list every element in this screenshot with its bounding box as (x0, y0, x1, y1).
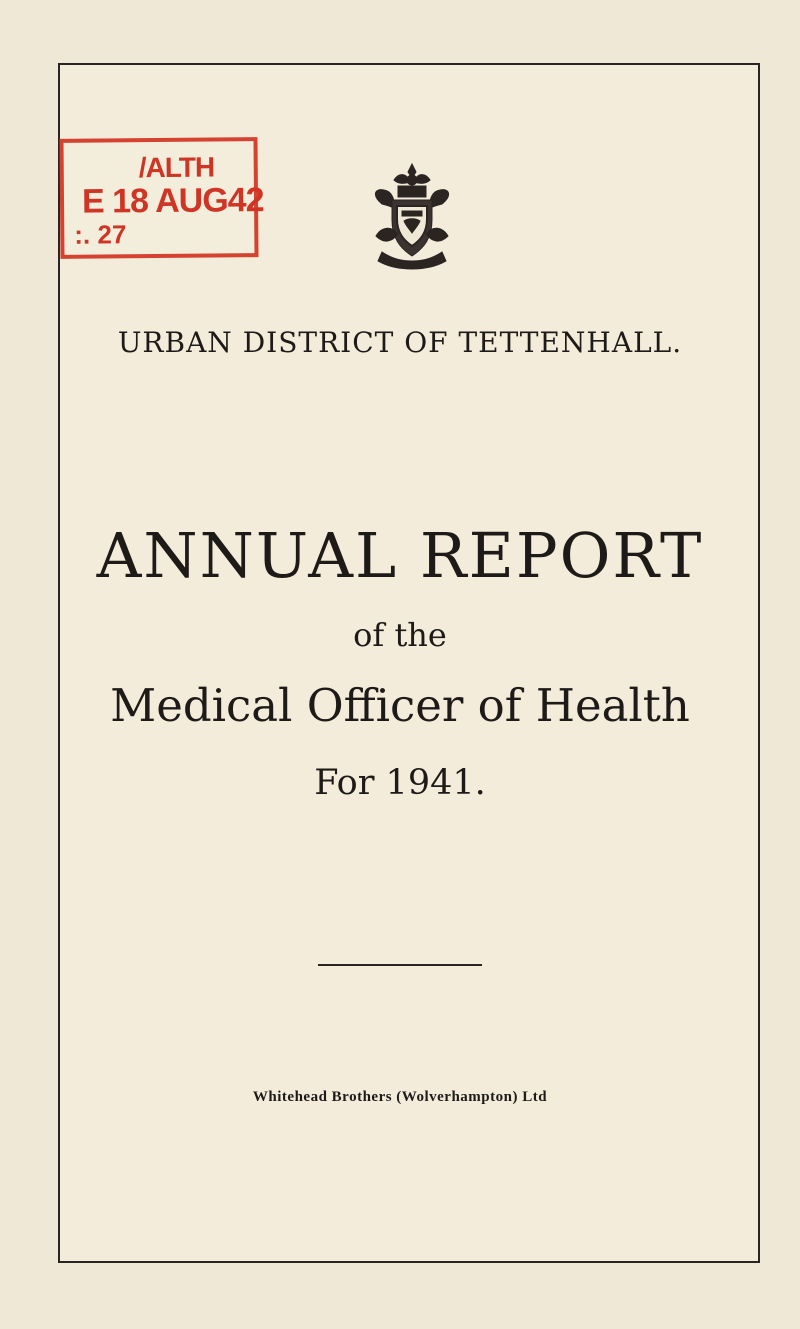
divider-line (318, 964, 482, 966)
report-year: For 1941. (314, 763, 486, 803)
officer-heading: Medical Officer of Health (110, 679, 690, 732)
stamp-line-2: E 18 AUG42 (81, 181, 264, 221)
district-heading: URBAN DISTRICT OF TETTENHALL. (117, 326, 683, 359)
coat-of-arms-icon (364, 160, 460, 272)
report-subtitle: of the (353, 616, 447, 654)
report-title: ANNUAL REPORT (96, 519, 704, 592)
printer-imprint: Whitehead Brothers (Wolverhampton) Ltd (252, 1089, 548, 1105)
received-stamp (59, 137, 264, 259)
stamp-line-3: :. 27 (74, 219, 127, 250)
stamp-line-1: /ALTH (138, 151, 215, 184)
